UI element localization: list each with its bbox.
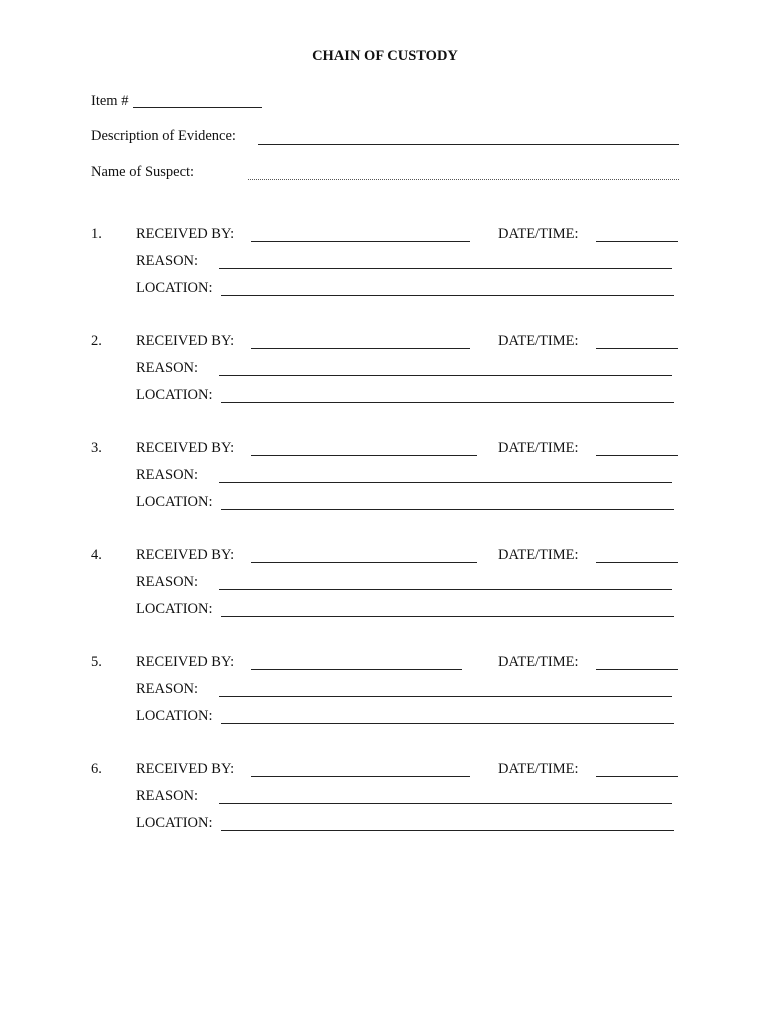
entry-number: 2. [91,333,102,349]
date-time-label: DATE/TIME: [498,226,579,242]
suspect-field[interactable] [248,179,679,180]
location-field[interactable] [221,723,674,724]
location-field[interactable] [221,830,674,831]
reason-field[interactable] [219,589,672,590]
location-field[interactable] [221,509,674,510]
description-label: Description of Evidence: [91,128,236,144]
location-field[interactable] [221,295,674,296]
reason-label: REASON: [136,574,199,590]
date-time-field[interactable] [596,562,678,563]
date-time-field[interactable] [596,241,678,242]
reason-label: REASON: [136,467,199,483]
reason-label: REASON: [136,788,199,804]
reason-label: REASON: [136,253,199,269]
received-by-label: RECEIVED BY: [136,333,235,349]
date-time-field[interactable] [596,669,678,670]
received-by-label: RECEIVED BY: [136,226,235,242]
received-by-label: RECEIVED BY: [136,547,235,563]
entry-number: 5. [91,654,102,670]
form-title: CHAIN OF CUSTODY [312,48,458,64]
date-time-field[interactable] [596,776,678,777]
reason-field[interactable] [219,375,672,376]
entry-number: 1. [91,226,102,242]
location-label: LOCATION: [136,815,213,831]
date-time-label: DATE/TIME: [498,440,579,456]
location-label: LOCATION: [136,494,213,510]
date-time-label: DATE/TIME: [498,547,579,563]
custody-entry [0,547,770,647]
reason-field[interactable] [219,482,672,483]
custody-entry [0,761,770,861]
date-time-label: DATE/TIME: [498,654,579,670]
custody-entry [0,654,770,754]
received-by-field[interactable] [251,669,462,670]
item-number-label: Item # [91,93,129,109]
location-label: LOCATION: [136,708,213,724]
received-by-field[interactable] [251,776,470,777]
custody-entry [0,440,770,540]
entry-number: 3. [91,440,102,456]
reason-field[interactable] [219,803,672,804]
custody-entry [0,333,770,433]
suspect-label: Name of Suspect: [91,164,195,180]
received-by-field[interactable] [251,241,470,242]
date-time-field[interactable] [596,455,678,456]
reason-label: REASON: [136,360,199,376]
date-time-label: DATE/TIME: [498,761,579,777]
received-by-label: RECEIVED BY: [136,654,235,670]
location-field[interactable] [221,402,674,403]
custody-entry [0,226,770,326]
location-label: LOCATION: [136,387,213,403]
location-label: LOCATION: [136,601,213,617]
received-by-field[interactable] [251,348,470,349]
reason-field[interactable] [219,696,672,697]
date-time-field[interactable] [596,348,678,349]
description-field[interactable] [258,144,679,145]
entry-number: 4. [91,547,102,563]
reason-field[interactable] [219,268,672,269]
entry-number: 6. [91,761,102,777]
reason-label: REASON: [136,681,199,697]
date-time-label: DATE/TIME: [498,333,579,349]
location-field[interactable] [221,616,674,617]
received-by-field[interactable] [251,562,477,563]
item-number-field[interactable] [133,107,262,108]
received-by-label: RECEIVED BY: [136,761,235,777]
location-label: LOCATION: [136,280,213,296]
received-by-field[interactable] [251,455,477,456]
received-by-label: RECEIVED BY: [136,440,235,456]
